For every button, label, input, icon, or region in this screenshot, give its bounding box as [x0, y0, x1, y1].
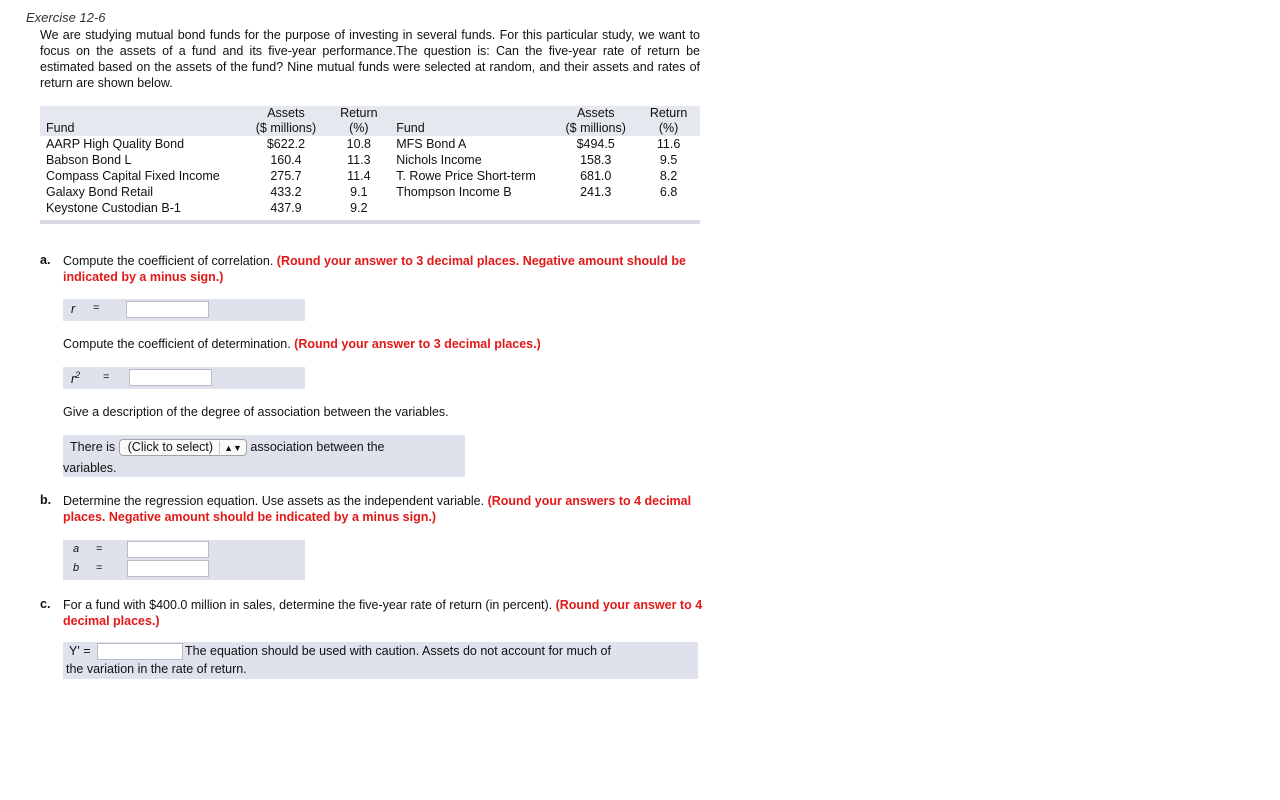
table-cell: 8.2 [659, 169, 678, 183]
rate-answer-box [63, 642, 698, 679]
table-cell: Galaxy Bond Retail [46, 185, 154, 199]
association-prefix: There is [70, 439, 116, 454]
table-cell: 11.4 [347, 169, 371, 183]
table-cell: 9.5 [659, 153, 678, 167]
intro-paragraph: We are studying mutual bond funds for the purpose of investing in several funds. For this particular study, we want to focus on the assets of a fund and its five-year performance.The question is: Can the five-year rate of return be estimated based on the assets of the fund? Nine mutual funds were selected at random, and their assets and rates of return are shown below. [40, 28, 700, 90]
part-c-note: (Round your answer to 4 decimal places.) [63, 598, 703, 628]
table-cell [637, 200, 700, 222]
y-input[interactable] [97, 643, 183, 660]
table-cell: 681.0 [580, 169, 612, 183]
table-cell: 433.2 [270, 185, 302, 199]
table-cell: Compass Capital Fixed Income [46, 169, 220, 183]
part-a-note: (Round your answer to 3 decimal places. Negative amount should be indicated by a minus sign.) [63, 254, 686, 284]
table-cell: 6.8 [659, 185, 678, 199]
table-cell: 158.3 [580, 153, 612, 167]
y-label: Y' = [69, 644, 91, 658]
b-symbol: b [73, 562, 80, 574]
table-cell: Babson Bond L [46, 153, 132, 167]
table-cell: 160.4 [270, 153, 302, 167]
r-equals: = [93, 302, 100, 314]
table-cell: Thompson Income B [396, 185, 512, 199]
table-cell: Keystone Custodian B-1 [40, 200, 244, 222]
table-cell: Nichols Income [396, 153, 482, 167]
header-return-1: Return [340, 106, 378, 120]
part-c-question [63, 597, 703, 629]
b-input[interactable] [127, 560, 209, 577]
part-b-question [63, 493, 703, 525]
header-fund: Fund [46, 121, 75, 135]
header-return-2-unit: (%) [658, 121, 679, 135]
header-assets-1-unit: ($ millions) [255, 121, 317, 135]
table-row [40, 168, 700, 184]
header-assets-2: Assets [576, 106, 615, 120]
table-cell [390, 200, 554, 222]
table-cell: 9.1 [350, 185, 368, 199]
table-cell: 11.6 [656, 137, 681, 151]
table-row [40, 136, 700, 152]
table-header-row [40, 106, 700, 136]
header-assets-2-unit: ($ millions) [565, 121, 626, 135]
r2-equals: = [103, 371, 110, 383]
header-return-2: Return [649, 106, 688, 120]
association-suffix: association between the [250, 439, 385, 454]
a-input[interactable] [127, 541, 209, 558]
r-input[interactable] [126, 301, 209, 318]
a-equals: = [96, 543, 103, 555]
r2-symbol [71, 370, 80, 386]
header-assets-1: Assets [267, 106, 305, 120]
table-cell: 241.3 [580, 185, 612, 199]
table-cell: T. Rowe Price Short-term [396, 169, 536, 183]
b-equals: = [96, 562, 103, 574]
association-select[interactable] [119, 439, 247, 456]
part-b-text: Determine the regression equation. Use assets as the independent variable. [63, 494, 485, 508]
determination-note: (Round your answer to 3 decimal places.) [294, 337, 541, 351]
part-c-text: For a fund with $400.0 million in sales, determine the five-year rate of return (in percent). [63, 598, 553, 612]
table-cell: AARP High Quality Bond [46, 137, 185, 151]
determination-question [63, 336, 703, 352]
part-b-note: (Round your answers to 4 decimal places. Negative amount should be indicated by a minus sign.) [63, 494, 692, 524]
a-symbol: a [73, 543, 80, 555]
table-cell: 437.9 [244, 200, 327, 222]
header-fund-2: Fund [396, 121, 425, 135]
caution-text: The equation should be used with caution. Assets do not account for much of [185, 644, 611, 658]
table-cell: 10.8 [346, 137, 372, 151]
table-cell: $494.5 [576, 137, 615, 151]
table-row [40, 184, 700, 200]
association-select-value: (Click to select) [127, 440, 214, 454]
table-row [40, 152, 700, 168]
table-cell: 9.2 [327, 200, 390, 222]
table-cell: $622.2 [266, 137, 306, 151]
select-arrows-icon: ▲▼ [219, 441, 242, 456]
table-cell: 11.3 [347, 153, 371, 167]
table-cell: 275.7 [270, 169, 302, 183]
table-cell [554, 200, 637, 222]
r2-input[interactable] [129, 369, 212, 386]
association-suffix-2: variables. [63, 461, 117, 475]
table-row [40, 200, 700, 222]
r2-exponent: 2 [75, 370, 81, 380]
determination-text: Compute the coefficient of determination. [63, 337, 291, 351]
part-b-label: b. [40, 493, 52, 507]
r-answer-row [63, 299, 305, 321]
part-a-question [63, 253, 703, 285]
regression-answer-box [63, 540, 305, 580]
association-question: Give a description of the degree of association between the variables. [63, 405, 449, 419]
r-symbol: r [71, 302, 76, 316]
caution-text-2: the variation in the rate of return. [66, 662, 247, 676]
table-cell: MFS Bond A [396, 137, 467, 151]
association-answer-box [63, 435, 465, 477]
part-c-label: c. [40, 597, 51, 611]
part-a-label: a. [40, 253, 51, 267]
exercise-title: Exercise 12-6 [26, 10, 106, 25]
header-return-1-unit: (%) [349, 121, 369, 135]
fund-data-table [40, 106, 700, 224]
part-a-text: Compute the coefficient of correlation. [63, 254, 274, 268]
r2-answer-row [63, 367, 305, 389]
r2-base: r [71, 372, 76, 387]
